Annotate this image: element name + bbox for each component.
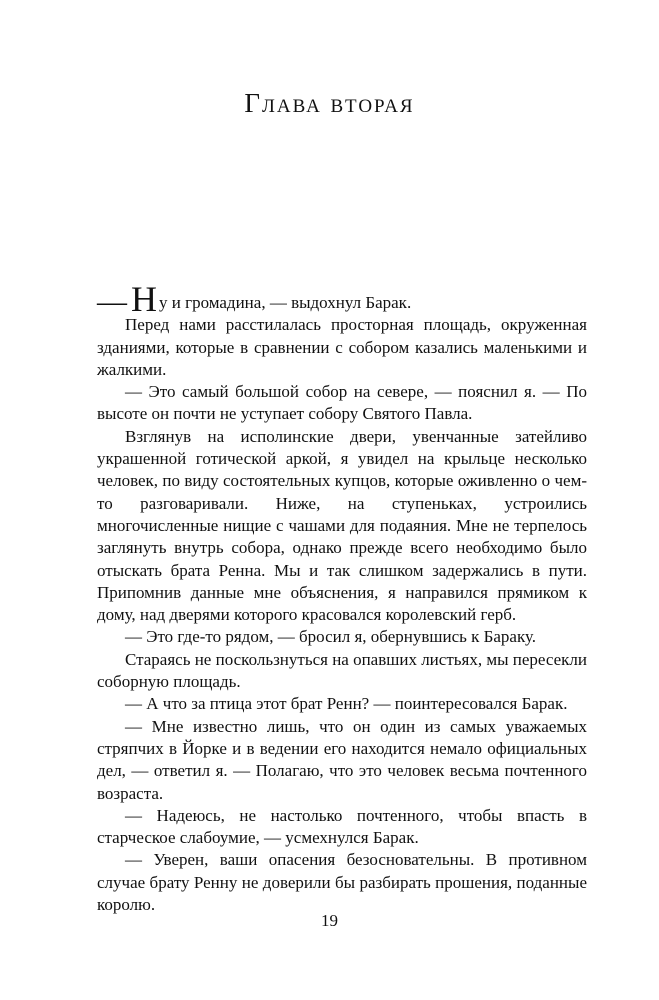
body-text	[97, 279, 587, 916]
paragraph: Стараясь не поскользнуться на опавших листьях, мы пересекли соборную площадь.	[97, 649, 587, 692]
dialogue-dash: —	[97, 285, 127, 318]
chapter-title: Глава вторая	[244, 88, 415, 118]
paragraph: — А что за птица этот брат Ренн? — поинтересовался Барак.	[125, 694, 568, 714]
paragraph	[97, 279, 587, 319]
paragraph: — Это самый большой собор на севере, — пояснил я. — По высоте он почти не уступает собору Святого Павла.	[97, 382, 587, 424]
paragraph-text: у и громадина, — выдохнул Барак.	[159, 293, 412, 312]
paragraph: Взглянув на исполинские двери, увенчанные затейливо украшенной готической аркой, я увидел на крыльце несколько человек, по виду состоятельных купцов, которые оживленно о чем-то разговаривали. Ниже, на ступеньках, устроились многочисленные нищие с чашами для подаяния. Мне не терпелось заглянуть внутрь собора, однако прежде всего необходимо было отыскать брата Ренна. Мы и так слишком задержались в пути. Припомнив данные мне объяснения, я направился прямиком к дому, над дверями которого красовался королевский герб.	[97, 426, 587, 625]
paragraph: — Мне известно лишь, что он один из самых уважаемых стряпчих в Йорке и в ведении его находится немало официальных дел, — ответил я. — Полагаю, что это человек весьма почтенного возраста.	[97, 716, 587, 803]
page-number: 19	[321, 911, 338, 930]
drop-cap: Н	[131, 279, 157, 319]
paragraph: — Уверен, ваши опасения безосновательны. В противном случае брату Ренну не доверили бы разбирать прошения, поданные королю.	[97, 850, 587, 915]
paragraph: — Это где-то рядом, — бросил я, обернувшись к Бараку.	[125, 627, 537, 647]
paragraph: — Надеюсь, не настолько почтенного, чтобы впасть в старческое слабоумие, — усмехнулся Барак.	[97, 805, 587, 848]
paragraph: Перед нами расстилалась просторная площадь, окруженная зданиями, которые в сравнении с собором казались маленькими и жалкими.	[97, 315, 587, 379]
